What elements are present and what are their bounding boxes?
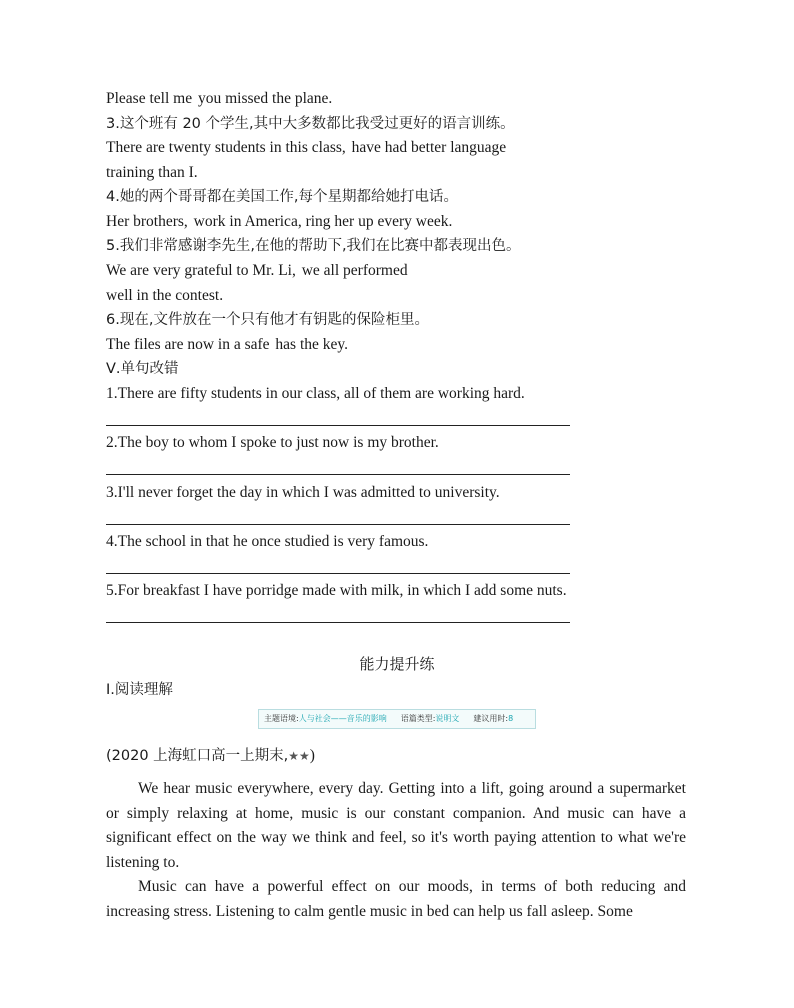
subsection-heading: Ⅰ.阅读理解	[106, 682, 173, 698]
sentence-text: Please tell me	[106, 90, 196, 107]
source-close: )	[309, 747, 315, 764]
difficulty-stars: ★★	[288, 749, 310, 763]
chinese-prompt: 6.现在,文件放在一个只有他才有钥匙的保险柜里。	[106, 312, 429, 328]
sentence-text: The files are now in a safe	[106, 336, 274, 353]
time-label: 建议用时:	[473, 714, 509, 723]
answer-line[interactable]	[106, 524, 570, 525]
answer-line[interactable]	[106, 573, 570, 574]
chinese-prompt: 5.我们非常感谢李先生,在他的帮助下,我们在比赛中都表现出色。	[106, 238, 521, 254]
sentence-text: There are twenty students in this class,	[106, 139, 350, 156]
sentence-text: has the key.	[275, 336, 349, 353]
source-note	[106, 746, 315, 766]
answer-line[interactable]	[106, 474, 570, 475]
theme-value: 人与社会——音乐的影响	[298, 714, 387, 723]
passage-paragraph: Music can have a powerful effect on our moods, in terms of both reducing and increasing stress. Listening to calm gentle music in bed can help us fall asleep. Some	[106, 878, 686, 920]
error-sentence: 3.I'll never forget the day in which I was admitted to university.	[106, 484, 500, 501]
error-sentence: 1.There are fifty students in our class, all of them are working hard.	[106, 385, 525, 402]
source-text: (2020 上海虹口高一上期末,	[106, 748, 289, 764]
sentence-text: We are very grateful to Mr. Li,	[106, 262, 300, 279]
exercise-line	[106, 212, 452, 232]
error-sentence: 4.The school in that he once studied is very famous.	[106, 533, 429, 550]
sentence-text: Her brothers,	[106, 213, 192, 230]
topic-info-bar	[258, 709, 536, 729]
sentence-continuation: training than I.	[106, 164, 198, 181]
sentence-continuation: well in the contest.	[106, 287, 224, 304]
sentence-text: we all performed	[301, 262, 408, 279]
sentence-text: work in America, ring her up every week.	[193, 213, 453, 230]
theme-label: 主题语境:	[264, 714, 299, 723]
section-title: 能力提升练	[359, 655, 435, 673]
exercise-line	[106, 89, 332, 109]
answer-line[interactable]	[106, 622, 570, 623]
sentence-text: have had better language	[351, 139, 507, 156]
exercise-line	[106, 261, 408, 281]
error-sentence: 2.The boy to whom I spoke to just now is my brother.	[106, 434, 439, 451]
error-sentence: 5.For breakfast I have porridge made with milk, in which I add some nuts.	[106, 582, 567, 599]
sentence-text: you missed the plane.	[197, 90, 333, 107]
section-heading: Ⅴ.单句改错	[106, 361, 179, 377]
passage-paragraph: We hear music everywhere, every day. Getting into a lift, going around a supermarket or simply relaxing at home, music is our constant companion. And music can have a significant effect on the way we think and feel, so it's worth paying attention to what we're listening to.	[106, 780, 686, 871]
text-type-value: 说明文	[435, 714, 460, 723]
exercise-line	[106, 335, 348, 355]
exercise-line	[106, 138, 506, 158]
time-value: 8	[508, 714, 514, 723]
chinese-prompt: 3.这个班有 20 个学生,其中大多数都比我受过更好的语言训练。	[106, 116, 515, 132]
text-type-label: 语篇类型:	[400, 714, 436, 723]
answer-line[interactable]	[106, 425, 570, 426]
chinese-prompt: 4.她的两个哥哥都在美国工作,每个星期都给她打电话。	[106, 189, 458, 205]
